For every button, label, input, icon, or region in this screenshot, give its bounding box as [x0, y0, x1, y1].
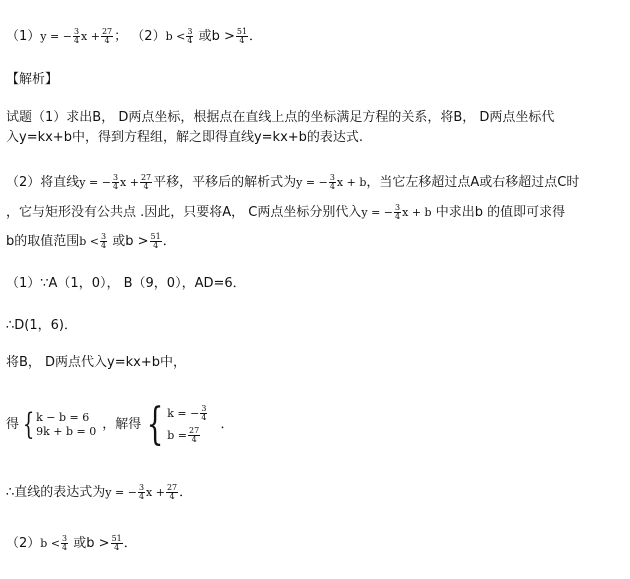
fraction: $\frac{3}{4}$: [138, 483, 145, 501]
fraction: $\frac{3}{4}$: [112, 173, 119, 191]
fraction: $\frac{51}{4}$: [150, 232, 161, 250]
answer-part1-lhs: y = −: [40, 30, 72, 43]
fraction: $\frac{51}{4}$: [111, 534, 122, 552]
section-title: 【解析】: [6, 72, 59, 87]
solution-line-6: （2）b < $\frac{3}{4}$ 或b > $\frac{51}{4}$ ．: [6, 534, 137, 552]
answer-part1-mid: x +: [81, 30, 100, 43]
analysis-line-4: ，它与矩形没有公共点 .因此，只要将A， C两点坐标分别代入y = − $\frac{3}{4}$ x + b 中求出b 的值即可求得: [6, 203, 566, 221]
solution-line-1: （1）∵A（1，0）， B（9，0），AD=6．: [6, 276, 246, 291]
left-brace: {: [146, 398, 164, 450]
answer-end: ．: [249, 29, 263, 44]
solution-line-3: 将B， D两点代入y=kx+b中，: [6, 355, 187, 370]
fraction: $\frac{3}{4}$: [73, 27, 80, 45]
left-brace: {: [22, 406, 35, 442]
answer-part2-label: （2）: [131, 29, 166, 44]
fraction: $\frac{51}{4}$: [236, 27, 248, 45]
answer-separator: ；: [114, 29, 128, 44]
answer-line: [6, 28, 262, 45]
analysis-line-2: 入y=kx+b中，得到方程组，解之即得直线y=kx+b的表达式.: [6, 130, 364, 145]
fraction: $\frac{27}{4}$: [140, 173, 152, 191]
fraction: $\frac{3}{4}$: [201, 404, 207, 422]
fraction: $\frac{3}{4}$: [62, 534, 68, 552]
analysis-line-5: b的取值范围b < $\frac{3}{4}$ 或b > $\frac{51}{4}$ ．: [6, 232, 176, 250]
equation-system: k − b = 6 9k + b = 0: [36, 410, 97, 438]
solution-system: k = − $\frac{3}{4}$ b = $\frac{27}{4}$: [167, 404, 207, 444]
fraction: $\frac{3}{4}$: [187, 27, 193, 45]
solution-line-4: 得 { k − b = 6 9k + b = 0 ，解得 { k = − $\frac{3}{4}$ b = $\frac{27}{4}$ ．: [6, 398, 234, 450]
fraction: $\frac{3}{4}$: [101, 232, 107, 250]
solution-line-5: ∴直线的表达式为y = − $\frac{3}{4}$ x + $\frac{27}{4}$ ．: [6, 483, 193, 501]
fraction: $\frac{3}{4}$: [395, 203, 401, 221]
fraction: $\frac{27}{4}$: [189, 426, 200, 444]
fraction: $\frac{27}{4}$: [166, 483, 178, 501]
answer-part2-or: 或b >: [194, 29, 235, 44]
analysis-line-1: 试题（1）求出B， D两点坐标，根据点在直线上点的坐标满足方程的关系，将B， D两点坐标代: [6, 110, 555, 125]
fraction: $\frac{3}{4}$: [329, 173, 335, 191]
answer-part2-b: b <: [165, 30, 186, 43]
fraction: $\frac{27}{4}$: [101, 27, 113, 45]
solution-line-2: ∴D(1，6)．: [6, 318, 77, 333]
analysis-line-3: （2）将直线y = − $\frac{3}{4}$ x + $\frac{27}{4}$ 平移，平移后的解析式为y = − $\frac{3}{4}$ x + b，当它左移超过点A或右移超过点C时: [6, 173, 580, 191]
answer-part1-label: （1）: [6, 29, 41, 44]
